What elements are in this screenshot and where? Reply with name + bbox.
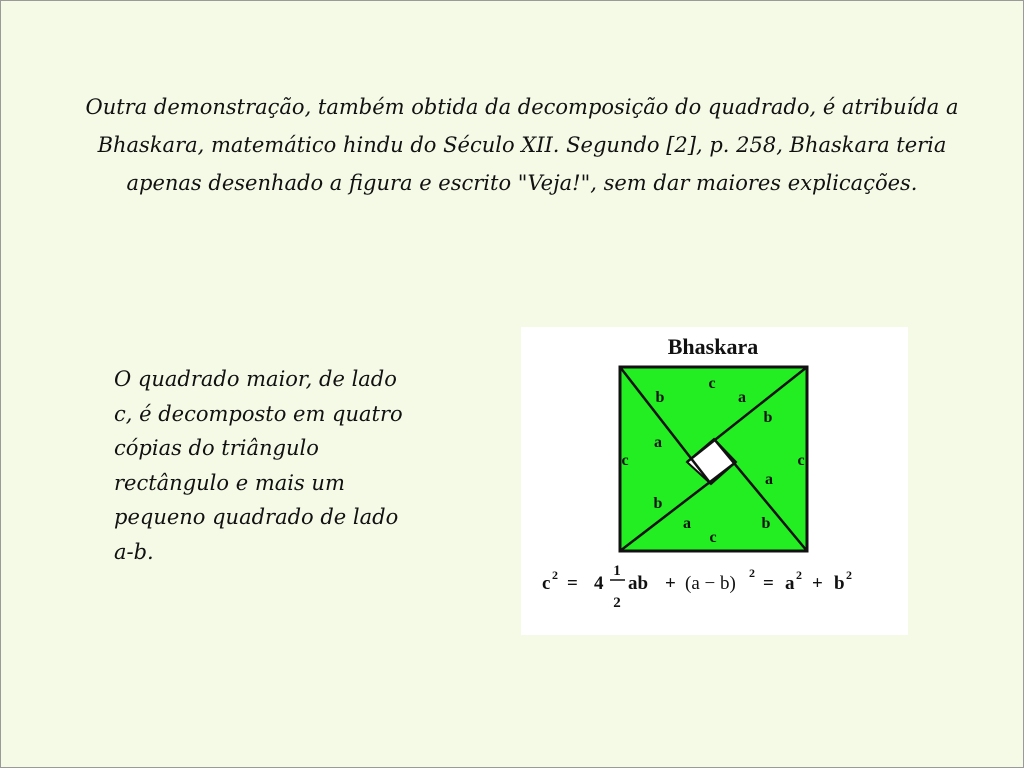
- formula-b: b: [834, 573, 845, 594]
- label-a: a: [738, 389, 746, 406]
- formula-ab: ab: [628, 573, 649, 594]
- label-b: b: [653, 495, 663, 512]
- formula-equals: =: [567, 573, 578, 594]
- side-paragraph: O quadrado maior, de lado c, é decomposto em quatro cópias do triângulo rectângulo e mais um pequeno quadrado de lado a-b.: [114, 367, 403, 564]
- bhaskara-formula: [542, 563, 852, 611]
- label-a: a: [683, 515, 691, 532]
- label-c: c: [621, 452, 629, 469]
- label-a: a: [654, 434, 662, 451]
- formula-a: a: [785, 573, 795, 594]
- label-b: b: [761, 515, 771, 532]
- formula-exponent: 2: [749, 566, 755, 580]
- label-c: c: [797, 452, 805, 469]
- bhaskara-figure: [521, 327, 908, 635]
- formula-equals: =: [763, 573, 774, 594]
- formula-c: c: [542, 573, 551, 594]
- formula-four: 4: [594, 573, 604, 594]
- label-c: c: [708, 375, 716, 392]
- intro-paragraph: Outra demonstração, também obtida da decomposição do quadrado, é atribuída a Bhaskara, matemático hindu do Século XII. Segundo [2], p. 258, Bhaskara teria apenas desenhado a figura e escrito "Veja!", sem dar maiores explicações.: [85, 95, 959, 195]
- formula-fraction-denominator: 2: [613, 595, 621, 611]
- label-b: b: [655, 389, 665, 406]
- label-a: a: [765, 471, 773, 488]
- label-b: b: [763, 409, 773, 426]
- formula-exponent: 2: [846, 568, 852, 582]
- formula-paren-expression: (a − b): [685, 573, 736, 594]
- bhaskara-diagram: [521, 327, 908, 635]
- label-c: c: [709, 529, 717, 546]
- formula-exponent: 2: [796, 568, 802, 582]
- formula-fraction-numerator: 1: [613, 563, 621, 579]
- formula-exponent: 2: [552, 568, 558, 582]
- figure-title: Bhaskara: [667, 334, 759, 359]
- formula-plus: +: [665, 573, 676, 594]
- formula-plus: +: [812, 573, 823, 594]
